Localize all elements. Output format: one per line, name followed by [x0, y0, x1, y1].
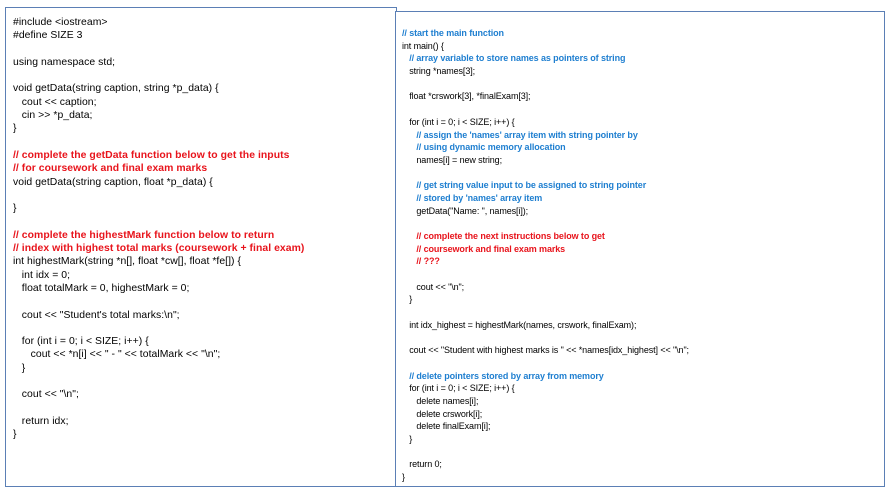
code-line: for (int i = 0; i < SIZE; i++) { [402, 383, 515, 394]
code-comment-line: // using dynamic memory allocation [402, 142, 566, 153]
code-comment-line: // get string value input to be assigned to string pointer [402, 180, 647, 191]
code-comment-line: // delete pointers stored by array from memory [402, 370, 604, 381]
right-code-listing [402, 27, 689, 484]
code-line: cout << "Student's total marks:\n"; [13, 309, 180, 321]
code-line [402, 357, 689, 370]
code-line: } [13, 362, 26, 374]
left-code-listing [13, 16, 304, 442]
code-line: cout << "Student with highest marks is " << *names[idx_highest] << "\n"; [402, 345, 689, 356]
code-line [13, 402, 304, 415]
code-comment-line: // assign the 'names' array item with string pointer by [402, 129, 638, 140]
code-line [13, 375, 304, 388]
code-comment-line: // stored by 'names' array item [402, 192, 543, 203]
code-line [402, 167, 689, 180]
code-comment-line: // ??? [402, 256, 440, 267]
code-line: cout << *n[i] << " - " << totalMark << "\n"; [13, 349, 221, 361]
code-line [402, 332, 689, 345]
right-code-panel [395, 11, 885, 487]
code-line: getData("Name: ", names[i]); [402, 205, 529, 216]
code-line: delete finalExam[i]; [402, 421, 491, 432]
code-comment-line: // for coursework and final exam marks [13, 163, 208, 175]
code-line [402, 306, 689, 319]
code-line: #include <iostream> [13, 17, 108, 28]
code-line [402, 446, 689, 459]
code-line: } [402, 472, 405, 483]
code-line [402, 103, 689, 116]
code-line: for (int i = 0; i < SIZE; i++) { [402, 116, 515, 127]
code-line [13, 43, 304, 56]
code-line: delete names[i]; [402, 395, 479, 406]
code-line: int idx_highest = highestMark(names, crswork, finalExam); [402, 319, 637, 330]
code-line: cout << "\n"; [402, 281, 465, 292]
code-line [402, 78, 689, 91]
code-line [402, 217, 689, 230]
code-comment-line: // complete the next instructions below to get [402, 231, 605, 241]
code-line: #define SIZE 3 [13, 30, 83, 42]
code-line: cout << "\n"; [13, 389, 79, 401]
code-line: } [402, 294, 413, 305]
code-comment-line: // complete the getData function below to get the inputs [13, 149, 290, 161]
code-line [13, 322, 304, 335]
code-line: float *crswork[3], *finalExam[3]; [402, 91, 531, 102]
code-line: int highestMark(string *n[], float *cw[], float *fe[]) { [13, 256, 242, 268]
code-line: } [13, 203, 17, 215]
code-line: return idx; [13, 415, 69, 427]
code-line: } [402, 434, 413, 444]
code-line: int main() { [402, 40, 444, 51]
code-line: names[i] = new string; [402, 154, 502, 165]
code-comment-line: // array variable to store names as pointers of string [402, 53, 626, 64]
code-line: cout << caption; [13, 96, 97, 108]
code-line: return 0; [402, 459, 442, 470]
code-line [13, 189, 304, 202]
code-line [402, 268, 689, 281]
code-line [13, 295, 304, 308]
code-line: delete crswork[i]; [402, 408, 483, 419]
code-line: string *names[3]; [402, 66, 476, 77]
code-line: for (int i = 0; i < SIZE; i++) { [13, 336, 149, 348]
code-line [13, 69, 304, 82]
code-comment-line: // coursework and final exam marks [402, 243, 566, 254]
code-comment-line: // start the main function [402, 28, 504, 38]
code-line: using namespace std; [13, 56, 116, 68]
code-line [13, 215, 304, 228]
code-line: cin >> *p_data; [13, 110, 93, 122]
code-line: float totalMark = 0, highestMark = 0; [13, 282, 190, 294]
code-line [13, 136, 304, 149]
code-comment-line: // index with highest total marks (coursework + final exam) [13, 243, 305, 255]
left-code-panel [5, 7, 397, 487]
code-line: } [13, 123, 17, 135]
code-line: int idx = 0; [13, 269, 71, 281]
code-line: } [13, 429, 17, 441]
code-line: void getData(string caption, string *p_data) { [13, 83, 219, 95]
code-line: void getData(string caption, float *p_data) { [13, 176, 213, 188]
code-comment-line: // complete the highestMark function below to return [13, 229, 275, 241]
